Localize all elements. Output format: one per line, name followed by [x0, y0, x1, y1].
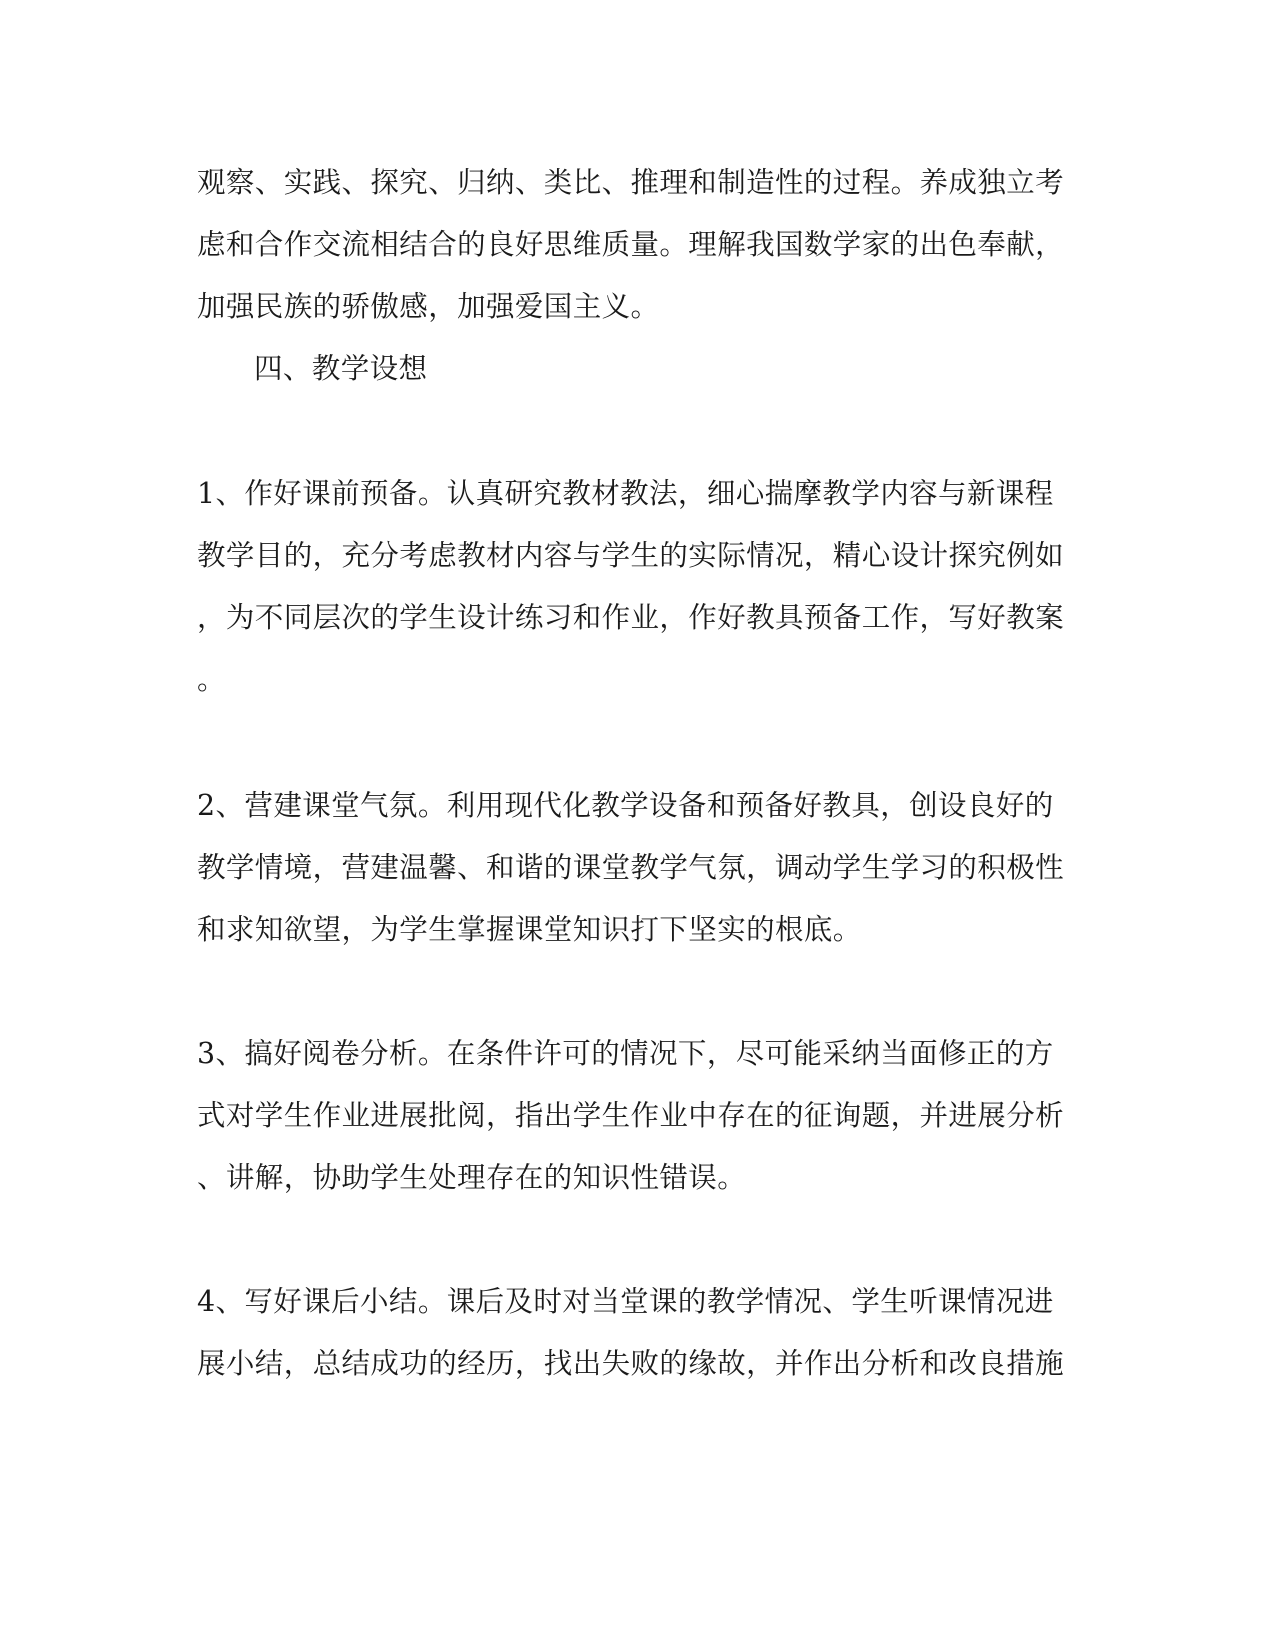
item-2-line-1: 2、营建课堂气氛。利用现代化教学设备和预备好教具，创设良好的	[197, 789, 1054, 822]
item-4-line-2: 展小结，总结成功的经历，找出失败的缘故，并作出分析和改良措施	[197, 1347, 1065, 1380]
item-1-line-2: 教学目的，充分考虑教材内容与学生的实际情况，精心设计探究例如	[197, 539, 1065, 572]
item-3-line-2: 式对学生作业进展批阅，指出学生作业中存在的征询题，并进展分析	[197, 1099, 1065, 1132]
intro-line-3: 加强民族的骄傲感，加强爱国主义。	[197, 290, 660, 323]
item-4-line-1: 4、写好课后小结。课后及时对当堂课的教学情况、学生听课情况进	[197, 1285, 1054, 1318]
intro-line-2: 虑和合作交流相结合的良好思维质量。理解我国数学家的出色奉献，	[197, 228, 1065, 261]
item-3-line-3: 、讲解，协助学生处理存在的知识性错误。	[197, 1161, 747, 1194]
intro-line-1: 观察、实践、探究、归纳、类比、推理和制造性的过程。养成独立考	[197, 166, 1065, 199]
item-1-line-3: ，为不同层次的学生设计练习和作业，作好教具预备工作，写好教案	[197, 601, 1065, 634]
item-2-line-3: 和求知欲望，为学生掌握课堂知识打下坚实的根底。	[197, 913, 862, 946]
section-heading: 四、教学设想	[254, 352, 428, 385]
item-3-line-1: 3、搞好阅卷分析。在条件许可的情况下，尽可能采纳当面修正的方	[197, 1037, 1054, 1070]
item-1-line-1: 1、作好课前预备。认真研究教材教法，细心揣摩教学内容与新课程	[197, 477, 1054, 510]
item-1-line-4: 。	[197, 663, 226, 696]
item-2-line-2: 教学情境，营建温馨、和谐的课堂教学气氛，调动学生学习的积极性	[197, 851, 1065, 884]
